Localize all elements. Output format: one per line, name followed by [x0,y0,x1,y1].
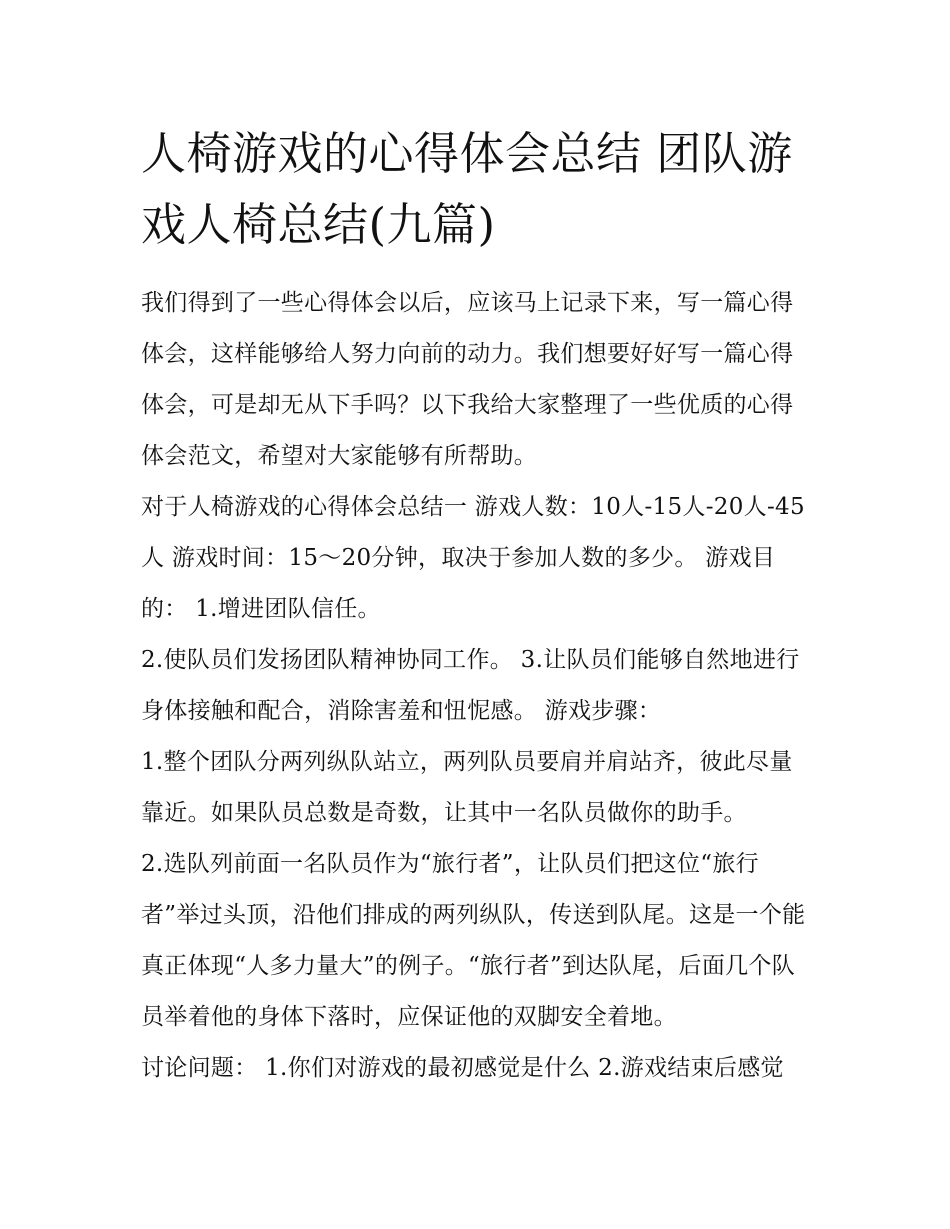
document-title: 人椅游戏的心得体会总结 团队游戏人椅总结(九篇) [141,127,793,251]
paragraph-intro: 我们得到了一些心得体会以后，应该马上记录下来，写一篇心得体会，这样能够给人努力向前的动力。我们想要好好写一篇心得体会，可是却无从下手吗？以下我给大家整理了一些优质的心得体会范文，希望对大家能够有所帮助。 [141,290,794,469]
paragraph-game-info: 对于人椅游戏的心得体会总结一 游戏人数：10人-15人-20人-45人 游戏时间：15～20分钟，取决于参加人数的多少。 游戏目的： 1.增进团队信任。 [141,494,805,622]
paragraph-discussion: 讨论问题： 1.你们对游戏的最初感觉是什么 2.游戏结束后感觉 [141,1055,784,1081]
paragraph-step-1: 1.整个团队分两列纵队站立，两列队员要肩并肩站齐，彼此尽量靠近。如果队员总数是奇数，让其中一名队员做你的助手。 [141,749,793,826]
paragraph-step-2: 2.选队列前面一名队员作为“旅行者”，让队员们把这位“旅行者”举过头顶，沿他们排成的两列纵队，传送到队尾。这是一个能真正体现“人多力量大”的例子。“旅行者”到达队尾，后面几个队员举着他的身体下落时，应保证他的双脚安全着地。 [141,851,806,1030]
document-page [141,118,811,1094]
paragraph-game-goals: 2.使队员们发扬团队精神协同工作。 3.让队员们能够自然地进行身体接触和配合，消除害羞和忸怩感。 游戏步骤： [141,647,800,724]
